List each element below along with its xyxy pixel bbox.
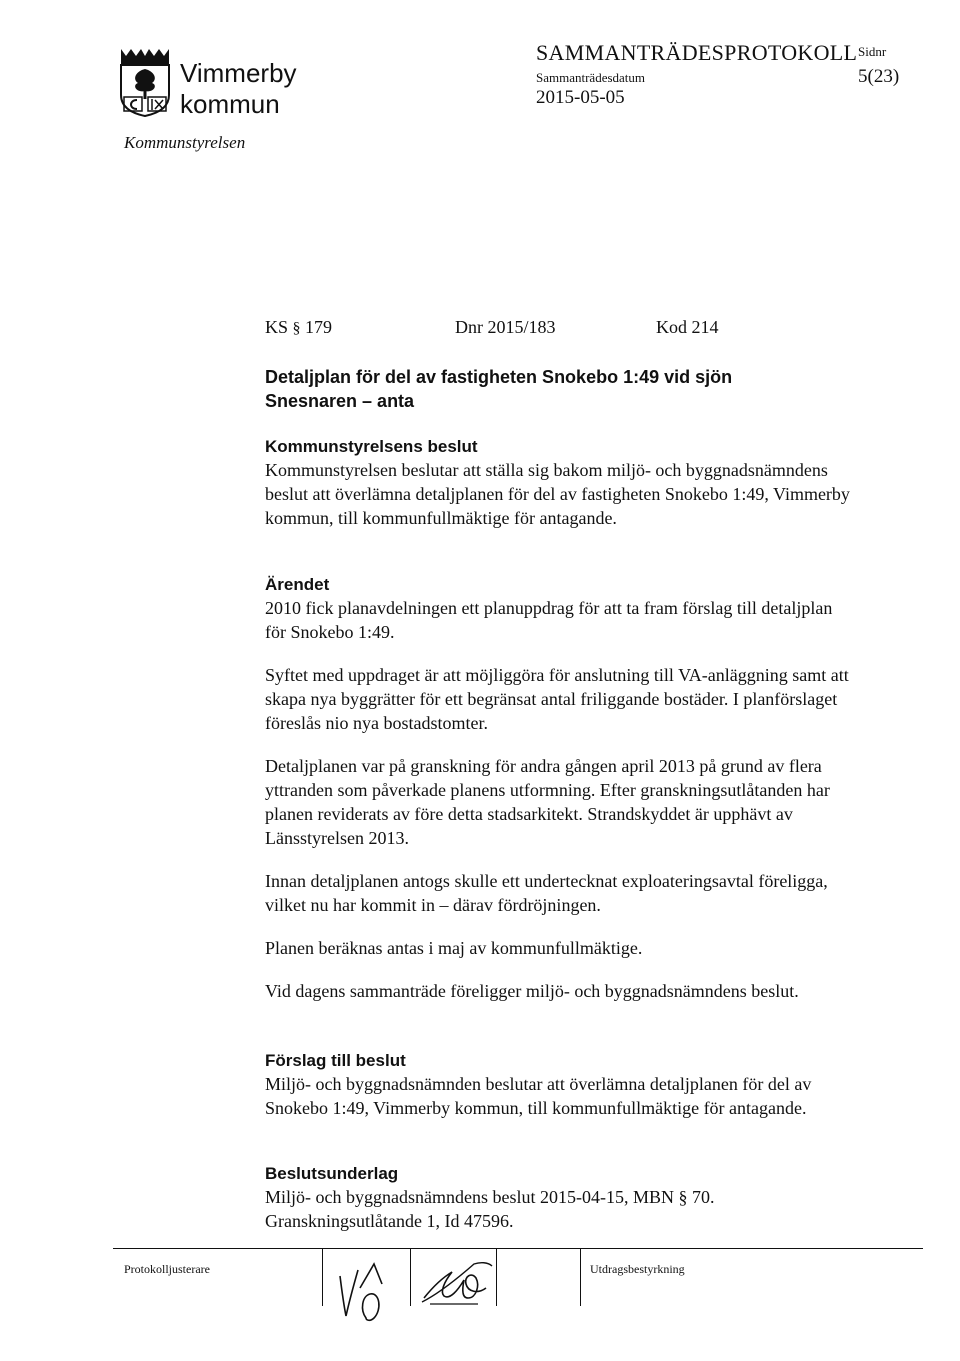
brand-line-vimmerby: Vimmerby: [180, 58, 297, 88]
extract-label: Utdragsbestyrkning: [590, 1262, 685, 1276]
municipality-name: [180, 58, 297, 120]
committee-name: Kommunstyrelsen: [124, 133, 246, 152]
matter-title-line1: Detaljplan för del av fastigheten Snokebo 1:49 vid sjön: [265, 367, 733, 387]
footer-separator: [580, 1248, 581, 1306]
basis-line-1: Miljö- och byggnadsnämndens beslut 2015-04-15, MBN § 70.: [265, 1187, 715, 1207]
matter-paragraph-6: Vid dagens sammanträde föreligger miljö- och byggnadsnämndens beslut.: [265, 981, 799, 1001]
basis-line-2: Granskningsutlåtande 1, Id 47596.: [265, 1211, 514, 1231]
footer-divider: [113, 1248, 923, 1249]
proposal-text: Miljö- och byggnadsnämnden beslutar att överlämna detaljplanen för del av Snokebo 1:49, Vimmerby kommun, till kommunfullmäktige för antagande.: [265, 1074, 812, 1118]
signature-1: [336, 1258, 398, 1327]
municipal-crest-logo: [118, 47, 172, 117]
footer-separator: [410, 1248, 411, 1306]
ks-prefix: KS: [265, 317, 289, 337]
signature-2: [418, 1258, 496, 1313]
matter-paragraph-1: 2010 fick planavdelningen ett planuppdrag för att ta fram förslag till detaljplan för Snokebo 1:49.: [265, 598, 833, 642]
document-title: SAMMANTRÄDESPROTOKOLL: [536, 40, 858, 65]
matter-paragraph-4: Innan detaljplanen antogs skulle ett undertecknat exploateringsavtal föreligga, vilket nu har kommit in – därav fördröjningen.: [265, 871, 828, 915]
section-sign: §: [292, 320, 301, 337]
footer-separator: [496, 1248, 497, 1306]
ks-paragraph-ref: [265, 317, 332, 338]
code-number: Kod 214: [656, 317, 719, 337]
page-number-label: Sidnr: [858, 44, 887, 59]
brand-line-kommun: kommun: [180, 89, 280, 119]
minutes-body: [265, 365, 855, 1233]
matter-heading: Ärendet: [265, 575, 330, 594]
decision-text: Kommunstyrelsen beslutar att ställa sig bakom miljö- och byggnadsnämndens beslut att överlämna detaljplanen för del av fastigheten Snokebo 1:49, Vimmerby kommun, till kommunfullmäktige för antagande.: [265, 460, 850, 528]
matter-paragraph-5: Planen beräknas antas i maj av kommunfullmäktige.: [265, 938, 643, 958]
meeting-date: 2015-05-05: [536, 87, 625, 108]
proposal-heading: Förslag till beslut: [265, 1051, 406, 1070]
meeting-date-label: Sammanträdesdatum: [536, 70, 646, 85]
case-number: Dnr 2015/183: [455, 317, 556, 337]
matter-paragraph-3: Detaljplanen var på granskning för andra gången april 2013 på grund av flera yttranden som påverkade planens utformning. Efter granskningsutlåtanden har planen reviderats av före detta stadsarkitekt. Strandskyddet är upphävt av Länsstyrelsen 2013.: [265, 756, 830, 848]
matter-title: [265, 365, 855, 413]
adjuster-label: Protokolljusterare: [124, 1262, 210, 1276]
matter-title-line2: Snesnaren – anta: [265, 391, 415, 411]
basis-heading: Beslutsunderlag: [265, 1164, 399, 1183]
matter-paragraph-2: Syftet med uppdraget är att möjliggöra för anslutning till VA-anläggning samt att skapa nya byggrätter för ett begränsat antal friliggande bostäder. I planförslaget föreslås nio nya bostadstomter.: [265, 665, 849, 733]
ks-number: 179: [305, 317, 333, 337]
decision-heading: Kommunstyrelsens beslut: [265, 437, 478, 456]
footer-separator: [322, 1248, 323, 1306]
page-number: 5(23): [858, 66, 900, 87]
